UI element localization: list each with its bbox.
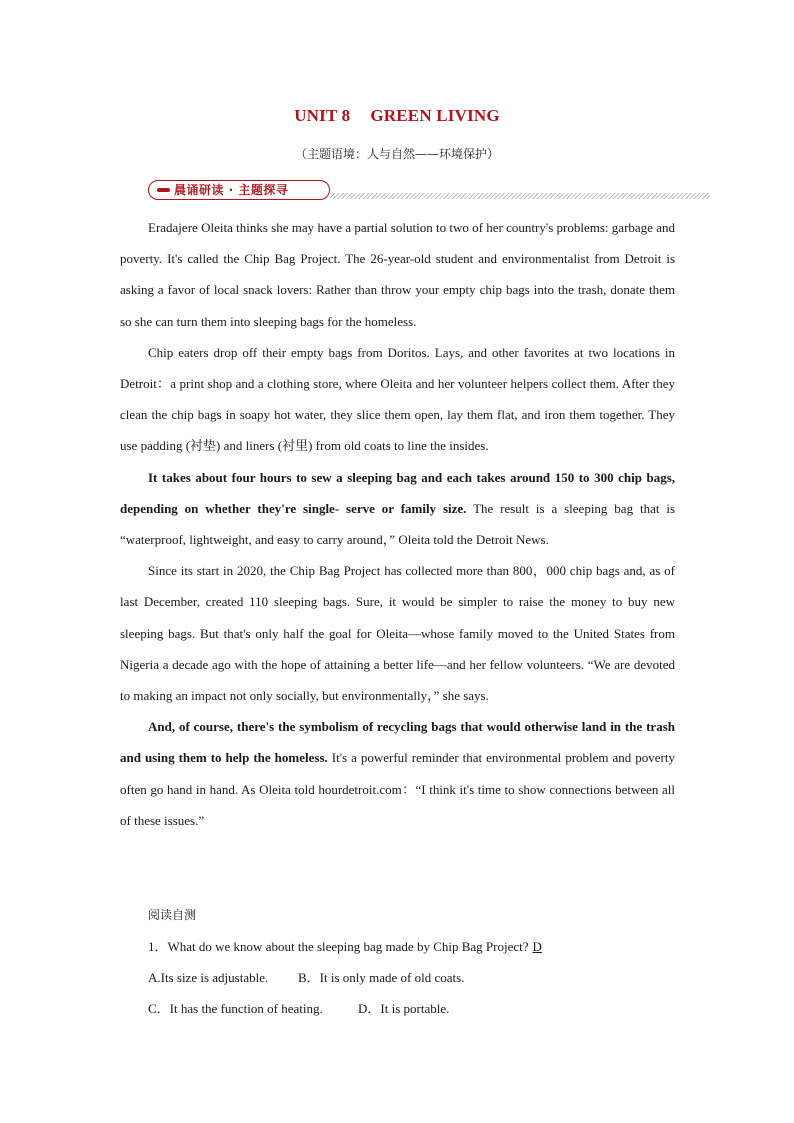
option-c: C．It has the function of heating. <box>148 1001 323 1016</box>
unit-number: UNIT 8 <box>294 106 351 125</box>
paragraph-1: Eradajere Oleita thinks she may have a partial solution to two of her country's problems: garbage and poverty. It's called the Chip Bag Project. The 26-year-old student and environmentalist from Detroit is asking a favor of local snack lovers: Rather than throw your empty chip bags into the trash, donate them so she can turn them into sleeping bags for the homeless. <box>120 220 675 329</box>
options-row-1 <box>148 962 678 993</box>
question-1 <box>148 931 678 962</box>
options-row-2 <box>148 993 678 1024</box>
paragraph-5 <box>120 711 675 836</box>
paragraph-3 <box>120 462 675 556</box>
question-section <box>148 900 678 1024</box>
paragraph-3-bold: It takes about four hours to sew a sleeping bag and each takes around 150 to 300 chip bags, depending on whether they're single- serve or family size. <box>120 469 675 516</box>
option-d: D．It is portable. <box>358 1001 450 1016</box>
option-b: B．It is only made of old coats. <box>298 970 465 985</box>
option-a: A.Its size is adjustable. <box>148 970 269 985</box>
paragraph-4: Since its start in 2020, the Chip Bag Project has collected more than 800，000 chip bags and, as of last December, created 110 sleeping bags. Sure, it would be simpler to raise the money to buy new sleeping bags. But that's only half the goal for Oleita—whose family moved to the United States from Nigeria a decade ago with the hope of attaining a better life—and her fellow volunteers. “We are devoted to making an impact not only socially, but environmentally，” she says. <box>120 563 675 704</box>
unit-title <box>0 106 794 126</box>
paragraph-5-bold: And, of course, there's the symbolism of recycling bags that would otherwise land in the trash and using them to help the homeless. <box>120 719 675 766</box>
reading-passage <box>120 212 675 836</box>
question-1-stem: 1．What do we know about the sleeping bag made by Chip Bag Project? <box>148 939 529 954</box>
question-1-answer: D <box>532 939 542 954</box>
theme-subtitle: （主题语境：人与自然——环境保护） <box>294 147 499 161</box>
section-banner <box>148 179 710 203</box>
banner-label: 晨诵研读 · 主题探寻 <box>174 183 289 197</box>
paragraph-5-rest: It's a powerful reminder that environmental problem and poverty often go hand in hand. As Oleita told hourdetroit.com：“I think it's time to show connections between all of these issues.” <box>120 750 675 828</box>
question-heading: 阅读自测 <box>148 908 197 922</box>
paragraph-2: Chip eaters drop off their empty bags from Doritos. Lays, and other favorites at two locations in Detroit：a print shop and a clothing store, where Oleita and her volunteer helpers collect them. After they clean the chip bags in soapy hot water, they slice them open, lay them flat, and iron them together. They use padding (衬垫) and liners (衬里) from old coats to line the insides. <box>120 344 675 454</box>
unit-name: GREEN LIVING <box>370 106 500 125</box>
banner-hatched-line <box>330 193 710 199</box>
paragraph-3-rest: The result is a sleeping bag that is “waterproof, lightweight, and easy to carry around，” Oleita told the Detroit News. <box>120 500 676 548</box>
